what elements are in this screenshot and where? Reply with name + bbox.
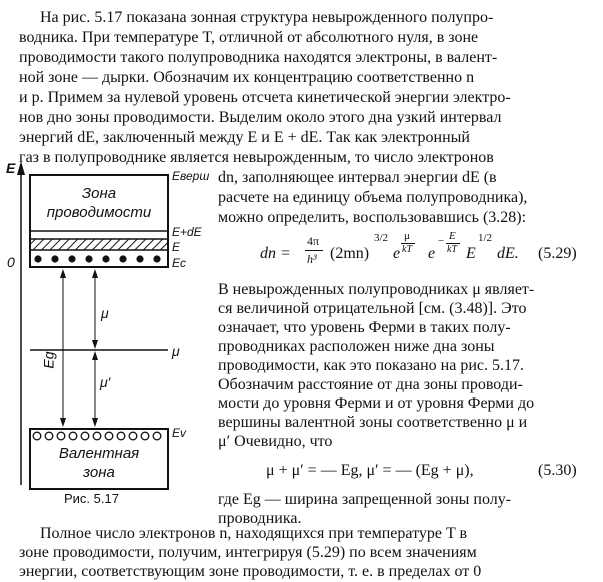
label-e-dE: E+dE [172, 225, 202, 239]
label-e-top: Eверш [172, 169, 210, 183]
text-line: энергии, соответствующим зоне проводимости, т. е. в пределах от 0 [19, 563, 482, 580]
label-zero: 0 [7, 254, 15, 270]
text-line: и p. Примем за нулевой уровень отсчета кинетической энергии электро- [19, 89, 511, 106]
axis-label-e: E [6, 160, 16, 176]
eq-number-5-29: (5.29) [538, 245, 577, 262]
text-line: μ′ Очевидно, что [218, 433, 333, 450]
eq-number-5-30: (5.30) [538, 462, 577, 479]
text-line: зоне проводимости, получим, интегрируя (5.29) по всем значениям [19, 544, 477, 561]
eq-frac-den: h³ [307, 252, 317, 266]
eq-minus: − [438, 235, 445, 247]
conduction-zone-label [30, 184, 168, 222]
eq-e1: e [393, 245, 401, 262]
label-e: E [172, 240, 181, 254]
text-line: водника. При температуре T, отличной от абсолютного нуля, в зоне [19, 29, 479, 46]
eq-lhs: dn = [260, 245, 291, 262]
label-ev: Ev [172, 426, 187, 440]
axis-arrow-icon [17, 161, 25, 175]
electrons [34, 255, 160, 262]
text-line: проводниках расположен ниже дна зоны [218, 338, 495, 355]
label-eg: Eg [40, 351, 57, 369]
eq-exp3: 1/2 [478, 232, 493, 244]
text-line: мости до уровня Ферми и от уровня Ферми до [218, 395, 535, 412]
valence-zone-line: Валентная [58, 445, 140, 462]
text-line: газ в полупроводнике является невырожденным, то число электронов [19, 149, 494, 166]
eq-mid: (2mn) [330, 245, 370, 262]
label-mu: μ [101, 305, 109, 321]
label-fermi-mu: μ [172, 343, 180, 359]
eq-frac-bar [305, 250, 323, 251]
eq-frac-num: 4π [307, 234, 320, 248]
valence-zone-label [30, 444, 168, 482]
text-line: ся величиной отрицательной [см. (3.48)]. Это [218, 300, 527, 317]
text-line: Обозначим расстояние от дна зоны проводи- [218, 376, 523, 393]
text-line: расчете на единицу объема полупроводника), [218, 189, 528, 206]
label-ec: Ec [172, 256, 187, 270]
eq-exp2-den: kT [447, 244, 457, 255]
eq-exp1: 3/2 [374, 232, 389, 244]
label-mu-prime: μ′ [100, 374, 111, 390]
text-line: ной зоне — дырки. Обозначим их концентрацию соответственно n [19, 69, 475, 86]
text-line: Полное число электронов n, находящихся при температуре T в [40, 525, 468, 542]
text-line: означает, что уровень Ферми в таких полу- [218, 319, 511, 336]
figure-caption: Рис. 5.17 [64, 491, 119, 506]
text-line: dn, заполняющее интервал энергии dE (в [218, 169, 497, 186]
eq-de: dE. [497, 245, 519, 262]
eq-mu-den: kT [402, 244, 412, 255]
valence-zone-line: зона [83, 464, 115, 481]
text-line: нов дно зоны проводимости. Выделим около этого дна узкий интервал [19, 109, 502, 126]
text-line: вершины валентной зоны соответственно μ и [218, 414, 528, 431]
text-line: энергий dE, заключенный между E и E + dE. Так как электронный [19, 129, 470, 146]
eq-exp2-num: E [449, 230, 456, 242]
text-line: проводимости такого полупроводника находятся электроны, в валент- [19, 49, 498, 66]
text-line: проводника. [218, 510, 302, 527]
eq-e2: e [428, 245, 436, 262]
text-line: можно определить, воспользовавшись (3.28): [218, 209, 527, 226]
holes [33, 432, 161, 440]
conduction-zone-line: проводимости [46, 204, 152, 221]
eq-5-30-body: μ + μ′ = — Eg, μ′ = — (Eg + μ), [266, 462, 474, 479]
text-line: проводимости, как это показано на рис. 5.17. [218, 357, 524, 374]
conduction-zone-line: Зона [81, 185, 117, 202]
text-line: где Eg — ширина запрещенной зоны полу- [218, 491, 512, 508]
eq-tail: E [466, 245, 476, 262]
hatched-interval [30, 239, 168, 250]
text-line: На рис. 5.17 показана зонная структура невырожденного полупро- [40, 9, 494, 26]
eq-mu-num: μ [404, 230, 410, 242]
text-line: В невырожденных полупроводниках μ являет- [218, 281, 535, 298]
